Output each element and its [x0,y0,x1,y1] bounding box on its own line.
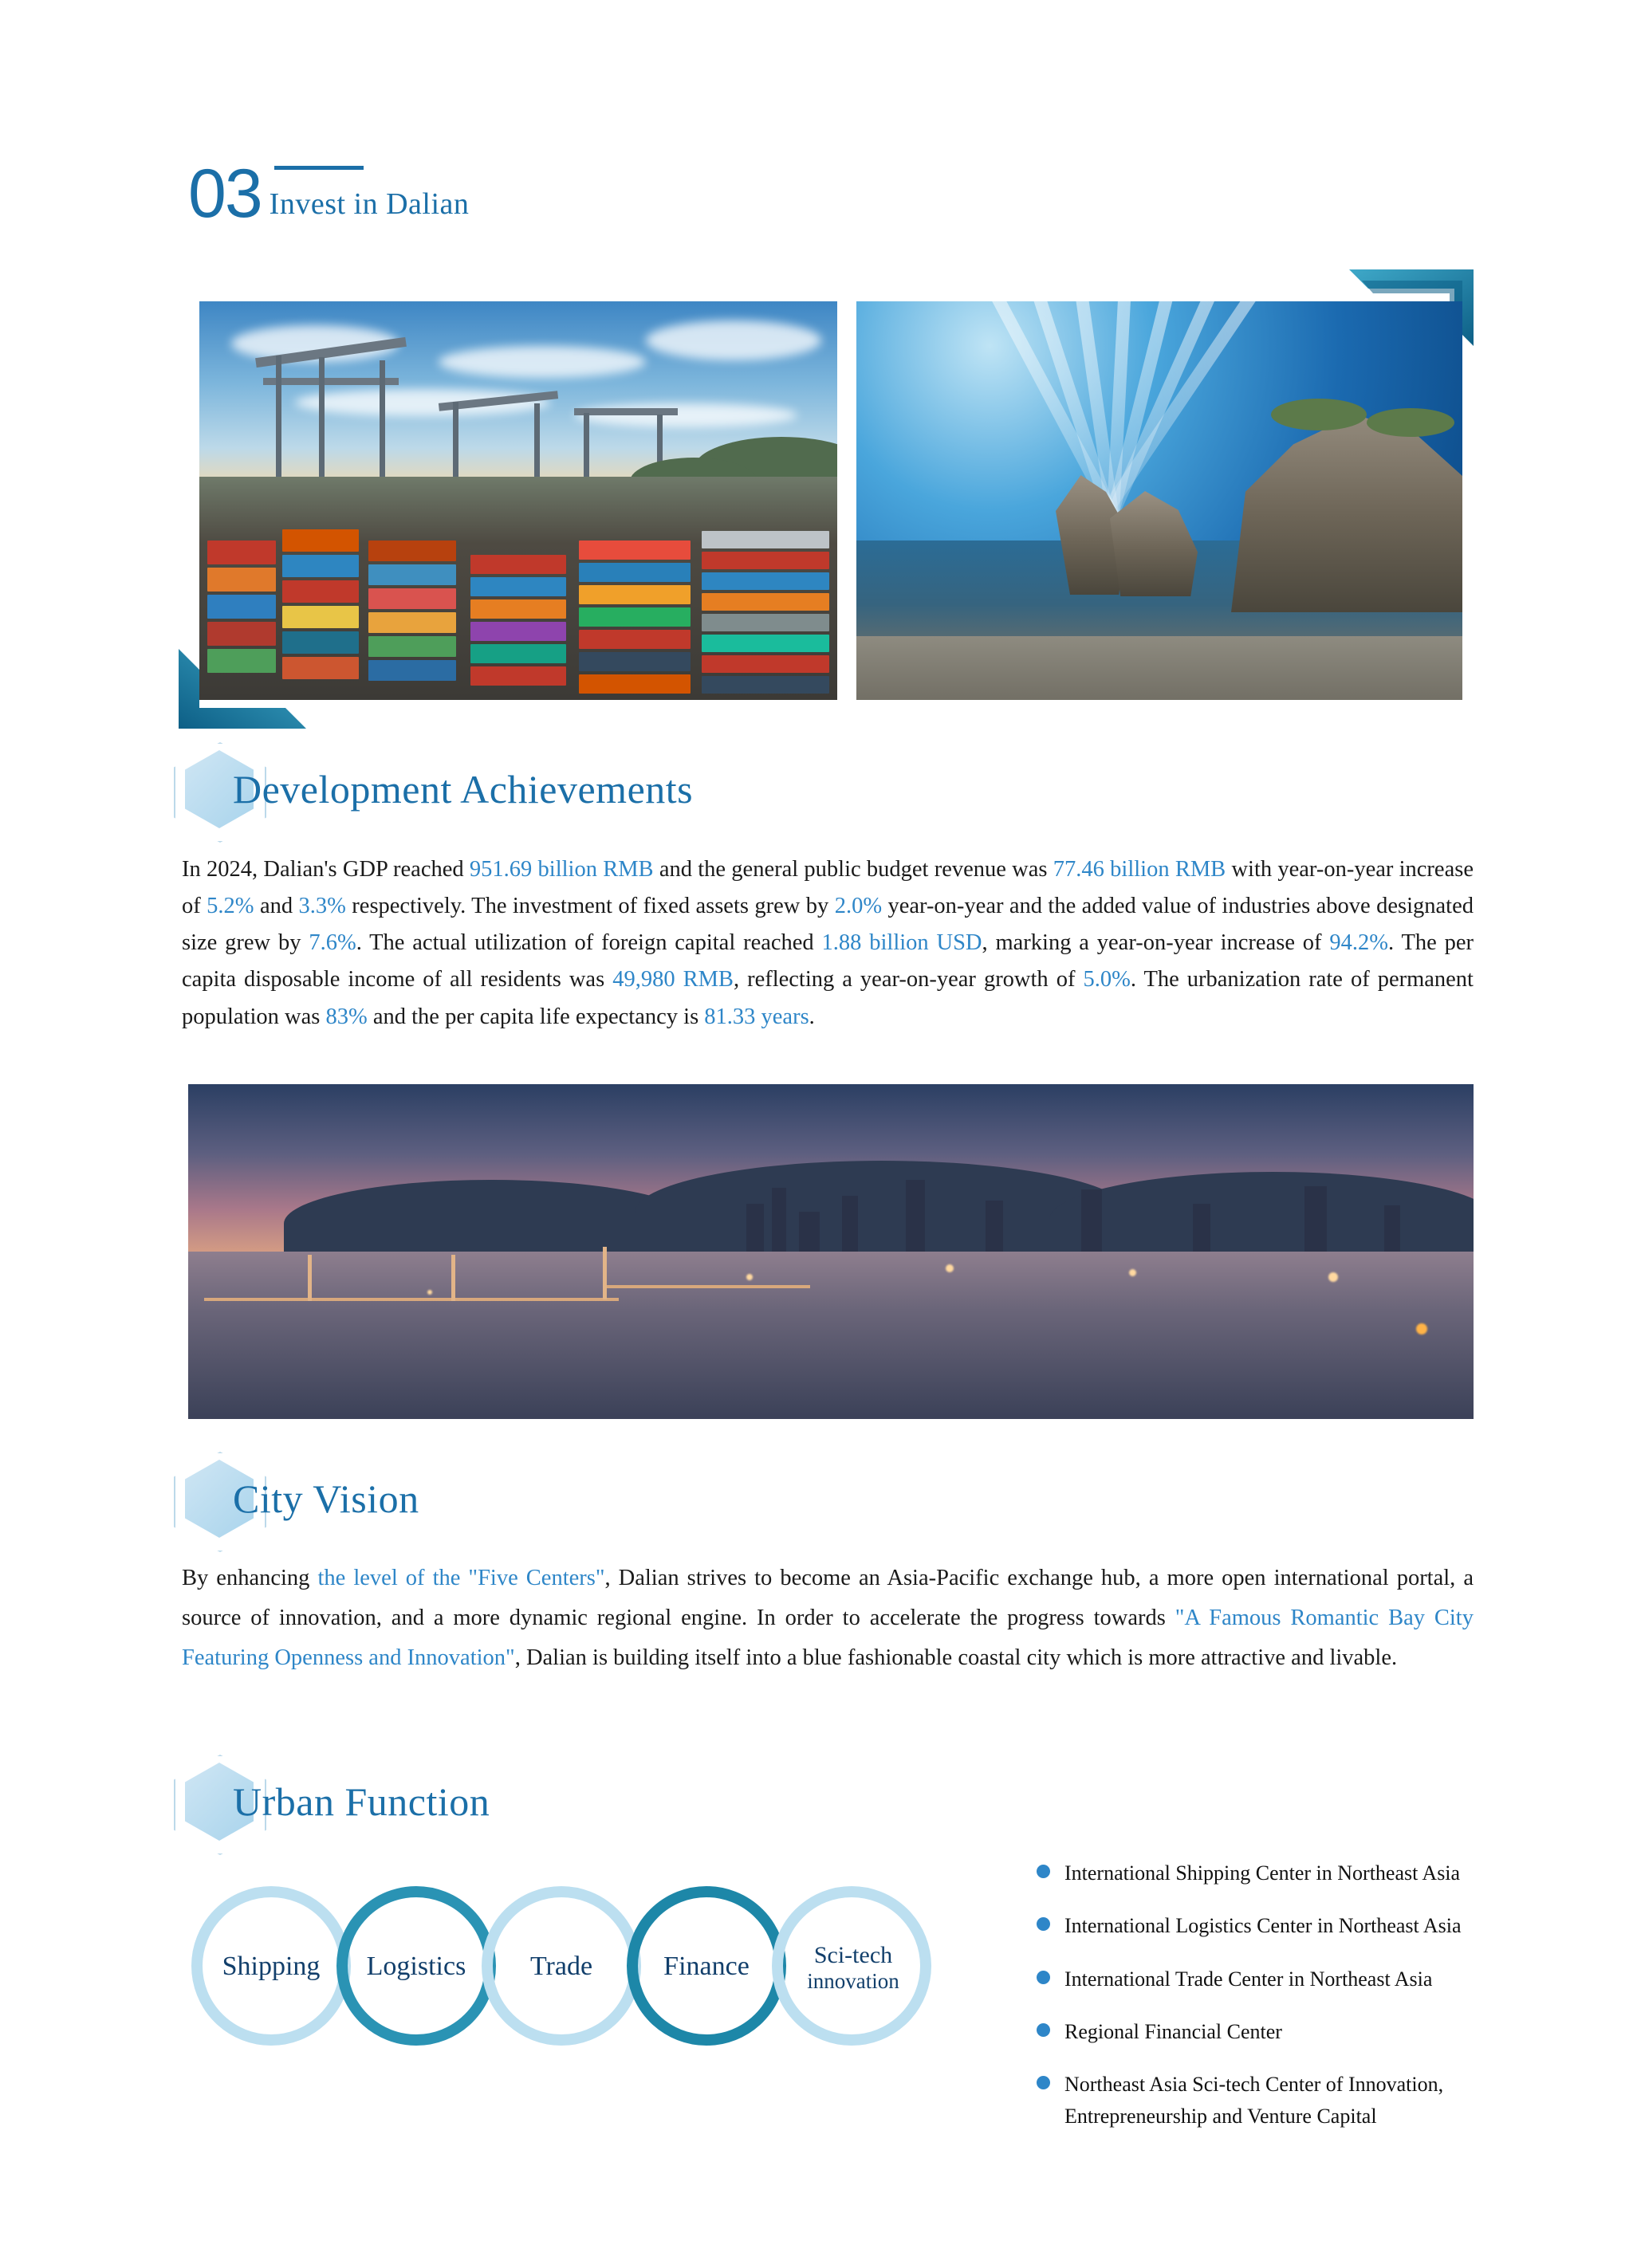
paragraph-text: , marking a year-on-year increase of [982,930,1330,956]
section-title: Urban Function [233,1779,490,1824]
shipping-container [368,636,456,657]
light-point [1328,1272,1338,1282]
shipping-container [702,552,829,569]
shipping-container [579,674,691,694]
shipping-container [579,630,691,649]
cloud [646,320,821,360]
shipping-container [702,531,829,548]
shipping-container [282,606,359,628]
section-title: City Vision [233,1476,419,1521]
ring-label-scitech-sub: innovation [807,1968,899,1993]
gantry-crane-boom [263,378,399,385]
shipping-container [470,622,566,641]
list-item-label: Regional Financial Center [1064,2019,1282,2043]
highlighted-value: 5.0% [1083,967,1131,992]
chapter-title: Invest in Dalian [269,187,470,222]
ring-label-scitech [770,1942,936,1993]
shipping-container [282,631,359,654]
paragraph-text: with year-on-year increase of [182,857,1474,919]
ring-label-trade: Trade [529,1952,593,1981]
highlighted-value: 77.46 billion RMB [1053,857,1226,882]
ring-label-shipping: Shipping [222,1952,321,1981]
ring-label-logistics: Logistics [366,1952,466,1981]
shipping-container [368,660,456,681]
bullet-dot-icon [1037,2076,1050,2089]
list-item-label: International Shipping Center in Northeast Asia [1064,1861,1461,1885]
shipping-container [702,635,829,652]
ring-label-finance: Finance [663,1952,750,1981]
paragraph-text: . The actual utilization of foreign capital reached [356,930,822,956]
highlighted-value: 3.3% [298,894,346,919]
shipping-container [702,572,829,590]
highlighted-value: 2.0% [834,894,883,919]
highlighted-value: 5.2% [207,894,254,919]
highlighted-value: "A Famous Romantic Bay City Featuring Openness and Innovation" [182,1605,1474,1670]
light-point [946,1264,954,1272]
chapter-header [188,155,470,232]
shipping-container [207,622,276,646]
shipping-container [207,568,276,592]
highlighted-value: the level of the "Five Centers" [317,1566,605,1590]
shipping-container [470,577,566,596]
paragraph-text: and the general public budget revenue was [653,857,1053,882]
bullet-dot-icon [1037,1971,1050,1984]
shipping-container [579,652,691,671]
list-item [1037,1963,1563,1995]
shipping-container [368,612,456,633]
light-point [746,1274,753,1280]
image-dalian-bay-night [188,1084,1474,1419]
bridge-tower [308,1255,312,1301]
shipping-container [282,657,359,679]
shipping-container [702,593,829,611]
list-item [1037,1910,1563,1942]
shipping-container [282,555,359,577]
bridge-deck [204,1298,619,1301]
bridge-deck [603,1285,810,1288]
image-port-terminal [199,301,837,700]
shipping-container [470,555,566,574]
urban-function-ring-diagram [191,1865,1005,2073]
paragraph-text: , reflecting a year-on-year growth of [733,967,1084,992]
paragraph-development-achievements [182,851,1474,1036]
cliff-vegetation [1367,408,1454,437]
shipping-container [207,595,276,619]
highlighted-value: 49,980 RMB [612,967,734,992]
list-item [1037,2016,1563,2048]
urban-function-bullet-list [1037,1857,1563,2154]
section-heading-city-vision [185,1455,419,1543]
paragraph-text: and [254,894,299,919]
chapter-number: 03 [188,155,262,232]
paragraph-text: , Dalian strives to become an Asia-Pacific exchange hub, a more open international portal, a source of innovation, and a more dynamic regional engine. In order to accelerate the progress towards [182,1566,1474,1630]
highlighted-value: 7.6% [309,930,356,956]
shipping-container [702,655,829,673]
highlighted-value: 951.69 billion RMB [469,857,654,882]
pebble-beach [856,636,1462,700]
paragraph-city-vision [182,1559,1474,1678]
light-point [1129,1269,1136,1276]
highlighted-value: 1.88 billion USD [821,930,982,956]
paragraph-text: and the per capita life expectancy is [367,1004,705,1029]
paragraph-text: By enhancing [182,1566,318,1590]
shipping-container [470,666,566,686]
bridge-tower [451,1255,455,1301]
paragraph-text: respectively. The investment of fixed assets grew by [345,894,835,919]
bullet-dot-icon [1037,1917,1050,1931]
section-title: Development Achievements [233,767,694,812]
bay-water [188,1252,1474,1419]
shipping-container [702,614,829,631]
paragraph-text: . [809,1004,815,1029]
paragraph-text: , Dalian is building itself into a blue fashionable coastal city which is more attractive and livable. [514,1645,1398,1670]
list-item-label: International Trade Center in Northeast Asia [1064,1967,1433,1991]
paragraph-text: . The per capita disposable income of all residents was [182,930,1474,992]
paragraph-text: . The urbanization rate of permanent population was [182,967,1474,1029]
image-coastal-rocks [856,301,1462,700]
highlighted-value: 83% [325,1004,368,1029]
shipping-container [702,676,829,694]
list-item [1037,2069,1563,2133]
list-item-label: Northeast Asia Sci-tech Center of Innovation, Entrepreneurship and Venture Capital [1064,2073,1444,2128]
bridge-tower [603,1247,607,1299]
shipping-container [282,529,359,552]
section-heading-development-achievements [185,745,693,833]
cloud [439,346,646,378]
shipping-container [470,599,566,619]
shipping-container [470,644,566,663]
top-photo-band [188,287,1474,717]
cloud [574,403,797,427]
highlighted-value: 81.33 years [704,1004,809,1029]
shipping-container [368,588,456,609]
shipping-container [579,563,691,582]
bullet-dot-icon [1037,2023,1050,2037]
shipping-container [579,585,691,604]
shipping-container [282,580,359,603]
shipping-container [579,607,691,627]
highlighted-value: 94.2% [1329,930,1389,956]
paragraph-text: In 2024, Dalian's GDP reached [182,857,470,882]
bullet-dot-icon [1037,1865,1050,1878]
shipping-container [207,540,276,564]
light-point [1416,1323,1427,1334]
section-heading-urban-function [185,1758,490,1845]
list-item [1037,1857,1563,1889]
cliff-vegetation [1271,399,1367,430]
shipping-container [368,564,456,585]
shipping-container [579,540,691,560]
shipping-container [207,649,276,673]
chapter-rule [274,166,364,170]
chapter-title-wrap [270,187,470,225]
shipping-container [368,540,456,561]
ring-label-scitech-main: Sci-tech [813,1942,893,1968]
list-item-label: International Logistics Center in Northeast Asia [1064,1914,1462,1938]
paragraph-text: year-on-year and the added value of industries above designated size grew by [182,894,1474,956]
light-point [427,1290,432,1295]
